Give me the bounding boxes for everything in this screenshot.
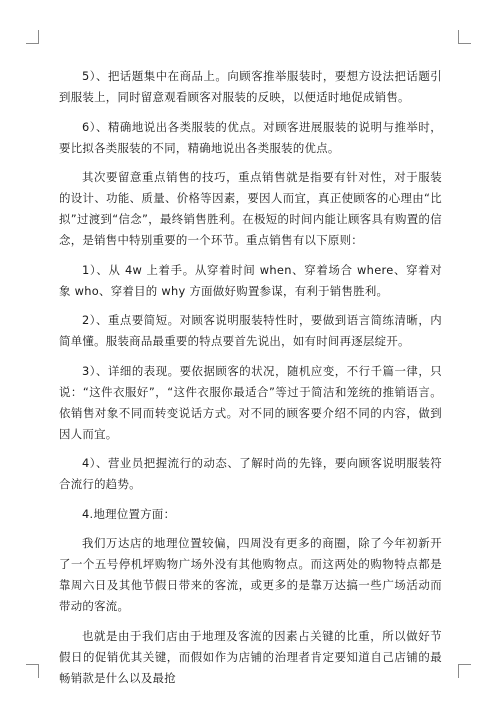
paragraph: 4）、营业员把握流行的动态、了解时尚的先锋，要向顾客说明服装符合流行的趋势。 <box>59 456 442 491</box>
corner-mark-bottom-left <box>26 664 39 678</box>
paragraph: 1）、从 4w 上着手。从穿着时间 when、穿着场合 where、穿着对象 who、穿着目的 why 方面做好购置参谋，有利于销售胜利。 <box>59 262 442 298</box>
paragraph: 也就是由于我们店由于地理及客流的因素占关键的比重，所以做好节假日的促销优其关键，而假如作为店铺的治理者肯定要知道自己店铺的最畅销款是什么以及最抢 <box>59 628 442 685</box>
paragraph: 6）、精确地说出各类服装的优点。对顾客进展服装的说明与推举时，要比拟各类服装的不同，精确地说出各类服装的优点。 <box>59 119 442 155</box>
paragraph: 其次要留意重点销售的技巧，重点销售就是指要有针对性，对于服装的设计、功能、质量、价格等因素，要因人而宜，真正使顾客的心理由“比拟”过渡到“信念”，最终销售胜利。在极短的时间内能让顾客具有购置的信念，是销售中特别重要的一个环节。重点销售有以下原则： <box>59 170 442 247</box>
corner-mark-top-right <box>458 30 471 44</box>
section-heading: 4.地理位置方面： <box>82 506 176 521</box>
corner-mark-top-left <box>26 30 39 44</box>
document-body <box>59 66 442 697</box>
paragraph: 2）、重点要简短。对顾客说明服装特性时，要做到语言简练清晰，内简单懂。服装商品最重要的特点要首先说出，如有时间再逐层绽开。 <box>59 313 442 348</box>
paragraph: 5）、把话题集中在商品上。向顾客推举服装时，要想方设法把话题引到服装上，同时留意观看顾客对服装的反映，以便适时地促成销售。 <box>59 69 442 104</box>
paragraph: 3）、详细的表现。要依据顾客的状况，随机应变，不行千篇一律，只说：“这件衣服好”，“这件衣服你最适合”等过于简洁和笼统的推销语言。依销售对象不同而转变说话方式。对不同的顾客要介绍不同的内容，做到因人而宜。 <box>59 363 442 441</box>
corner-mark-bottom-right <box>458 664 471 678</box>
paragraph: 我们万达店的地理位置较偏，四周没有更多的商圈，除了今年初新开了一个五号停机坪购物广场外没有其他购物点。而这两处的购物特点都是靠周六日及其他节假日带来的客流，或更多的是靠万达搞一些广场活动而带动的客流。 <box>59 536 442 613</box>
